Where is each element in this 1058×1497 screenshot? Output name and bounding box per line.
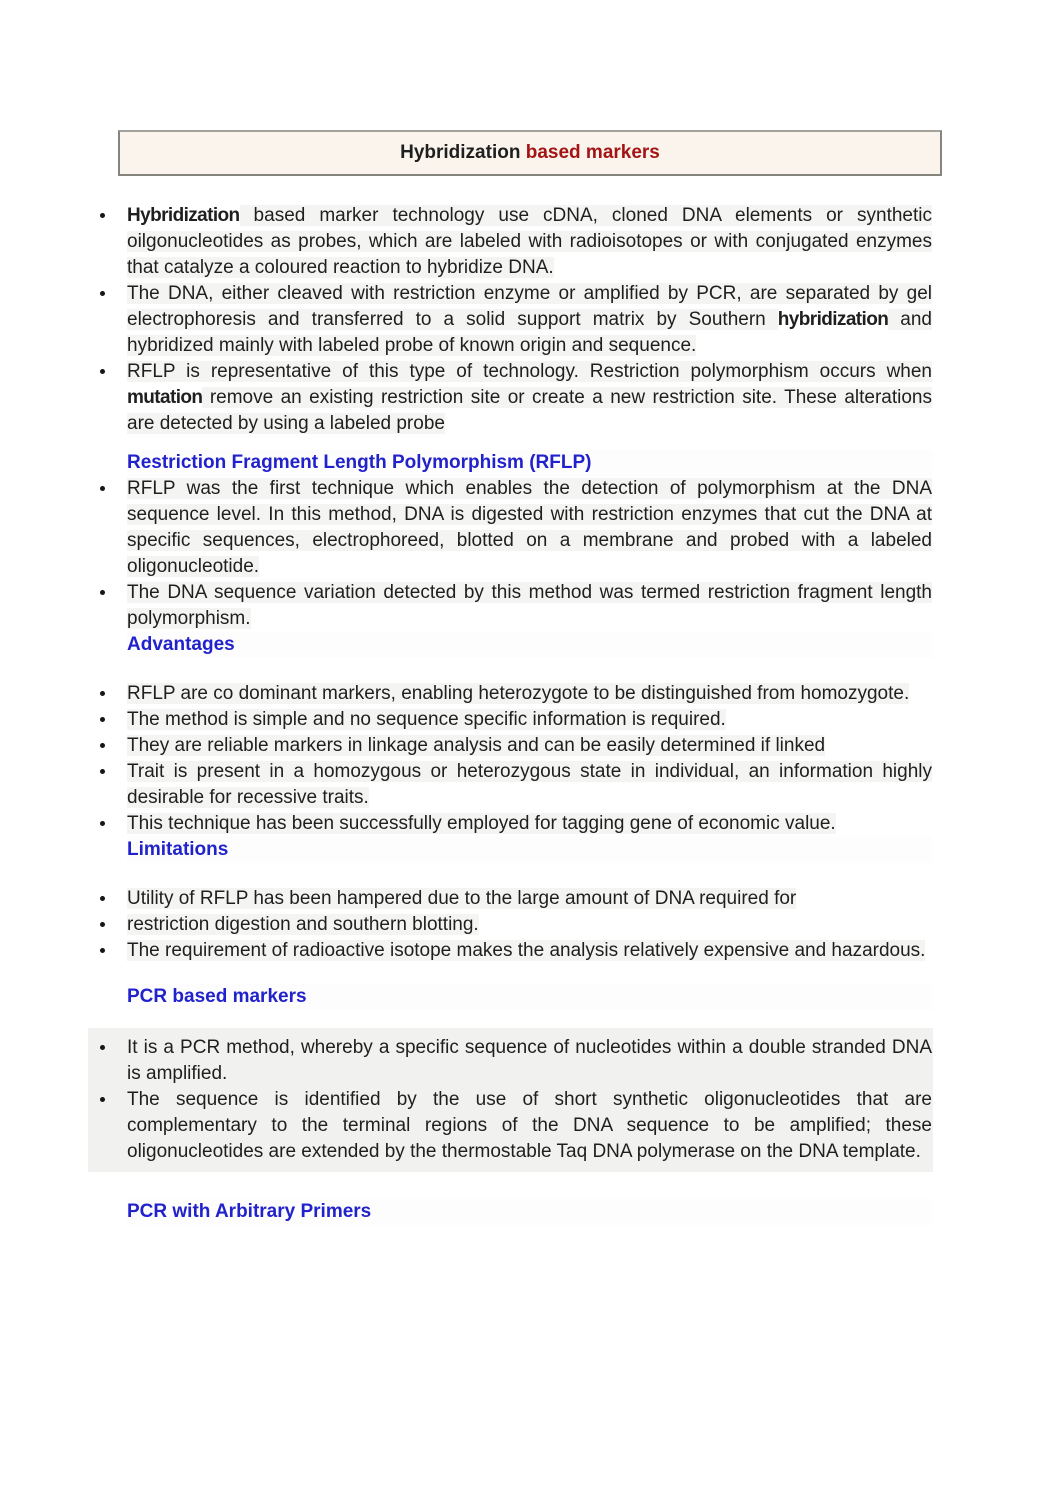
pcr-bullet-list: [127, 1035, 932, 1165]
bullet-text: [127, 361, 932, 434]
bullet-text-pre: RFLP is representative of this type of technology. Restriction polymorphism occurs when: [127, 361, 932, 382]
list-item: [127, 580, 932, 632]
list-item: [127, 203, 932, 281]
title-text-red: based markers: [525, 142, 660, 163]
list-item: [127, 912, 932, 938]
bullet-text: It is a PCR method, whereby a specific sequence of nucleotides within a double stranded DNA is amplified.: [127, 1037, 932, 1084]
bullet-text: restriction digestion and southern blotting.: [127, 914, 479, 935]
intro-bullet-list: [127, 203, 932, 437]
bullet-text-post: based marker technology use cDNA, cloned DNA elements or synthetic oilgonucleotides as probes, which are labeled with radioisotopes or with conjugated enzymes that catalyze a coloured reaction to hybridize DNA.: [127, 205, 932, 278]
bullet-text: RFLP are co dominant markers, enabling heterozygote to be distinguished from homozygote.: [127, 683, 910, 704]
section-heading-limitations: Limitations: [127, 837, 932, 863]
list-item: [127, 707, 932, 733]
list-item: [127, 886, 932, 912]
list-item: [127, 281, 932, 359]
bullet-text: Trait is present in a homozygous or heterozygous state in individual, an information highly desirable for recessive traits.: [127, 761, 932, 808]
highlighted-term: Hybridization: [127, 205, 240, 226]
bullet-text: Utility of RFLP has been hampered due to the large amount of DNA required for: [127, 888, 797, 909]
bullet-text: RFLP was the first technique which enables the detection of polymorphism at the DNA sequence level. In this method, DNA is digested with restriction enzymes that cut the DNA at specific sequences, electrophoreed, blotted on a membrane and probed with a labeled oligonucleotide.: [127, 478, 932, 577]
title-box: [118, 130, 942, 176]
bullet-text: This technique has been successfully employed for tagging gene of economic value.: [127, 813, 836, 834]
rflp-bullet-list: [127, 476, 932, 632]
bullet-text: The DNA sequence variation detected by this method was termed restriction fragment length polymorphism.: [127, 582, 932, 629]
bullet-text-post: and hybridized mainly with labeled probe of known origin and sequence.: [127, 309, 932, 356]
limitations-bullet-list: [127, 886, 932, 964]
list-item: [127, 733, 932, 759]
bullet-text: [127, 205, 932, 278]
list-item: [127, 1035, 932, 1087]
bullet-text: The method is simple and no sequence specific information is required.: [127, 709, 726, 730]
highlighted-term: hybridization: [777, 309, 889, 330]
section-heading-advantages: Advantages: [127, 632, 932, 658]
bullet-text: [127, 283, 932, 356]
pcr-section-block: [88, 1028, 933, 1172]
bullet-text-post: remove an existing restriction site or create a new restriction site. These alterations are detected by using a labeled probe: [127, 387, 932, 434]
section-heading-rflp: Restriction Fragment Length Polymorphism (RFLP): [127, 450, 932, 476]
bullet-text: They are reliable markers in linkage analysis and can be easily determined if linked: [127, 735, 826, 756]
title-text-black: Hybridization: [400, 142, 526, 163]
list-item: [127, 1087, 932, 1165]
list-item: [127, 359, 932, 437]
list-item: [127, 759, 932, 811]
list-item: [127, 938, 932, 964]
bullet-text: The sequence is identified by the use of short synthetic oligonucleotides that are complementary to the terminal regions of the DNA sequence to be amplified; these oligonucleotides are extended by the thermostable Taq DNA polymerase on the DNA template.: [127, 1089, 932, 1162]
list-item: [127, 681, 932, 707]
bullet-text-pre: The DNA, either cleaved with restriction enzyme or amplified by PCR, are separated by gel electrophoresis and transferred to a solid support matrix by Southern: [127, 283, 932, 330]
highlighted-term: mutation: [127, 387, 203, 408]
advantages-bullet-list: [127, 681, 932, 837]
section-heading-pcr-arbitrary: PCR with Arbitrary Primers: [127, 1199, 932, 1225]
list-item: [127, 476, 932, 580]
section-heading-pcr: PCR based markers: [127, 984, 932, 1010]
bullet-text: The requirement of radioactive isotope makes the analysis relatively expensive and hazardous.: [127, 940, 926, 961]
list-item: [127, 811, 932, 837]
